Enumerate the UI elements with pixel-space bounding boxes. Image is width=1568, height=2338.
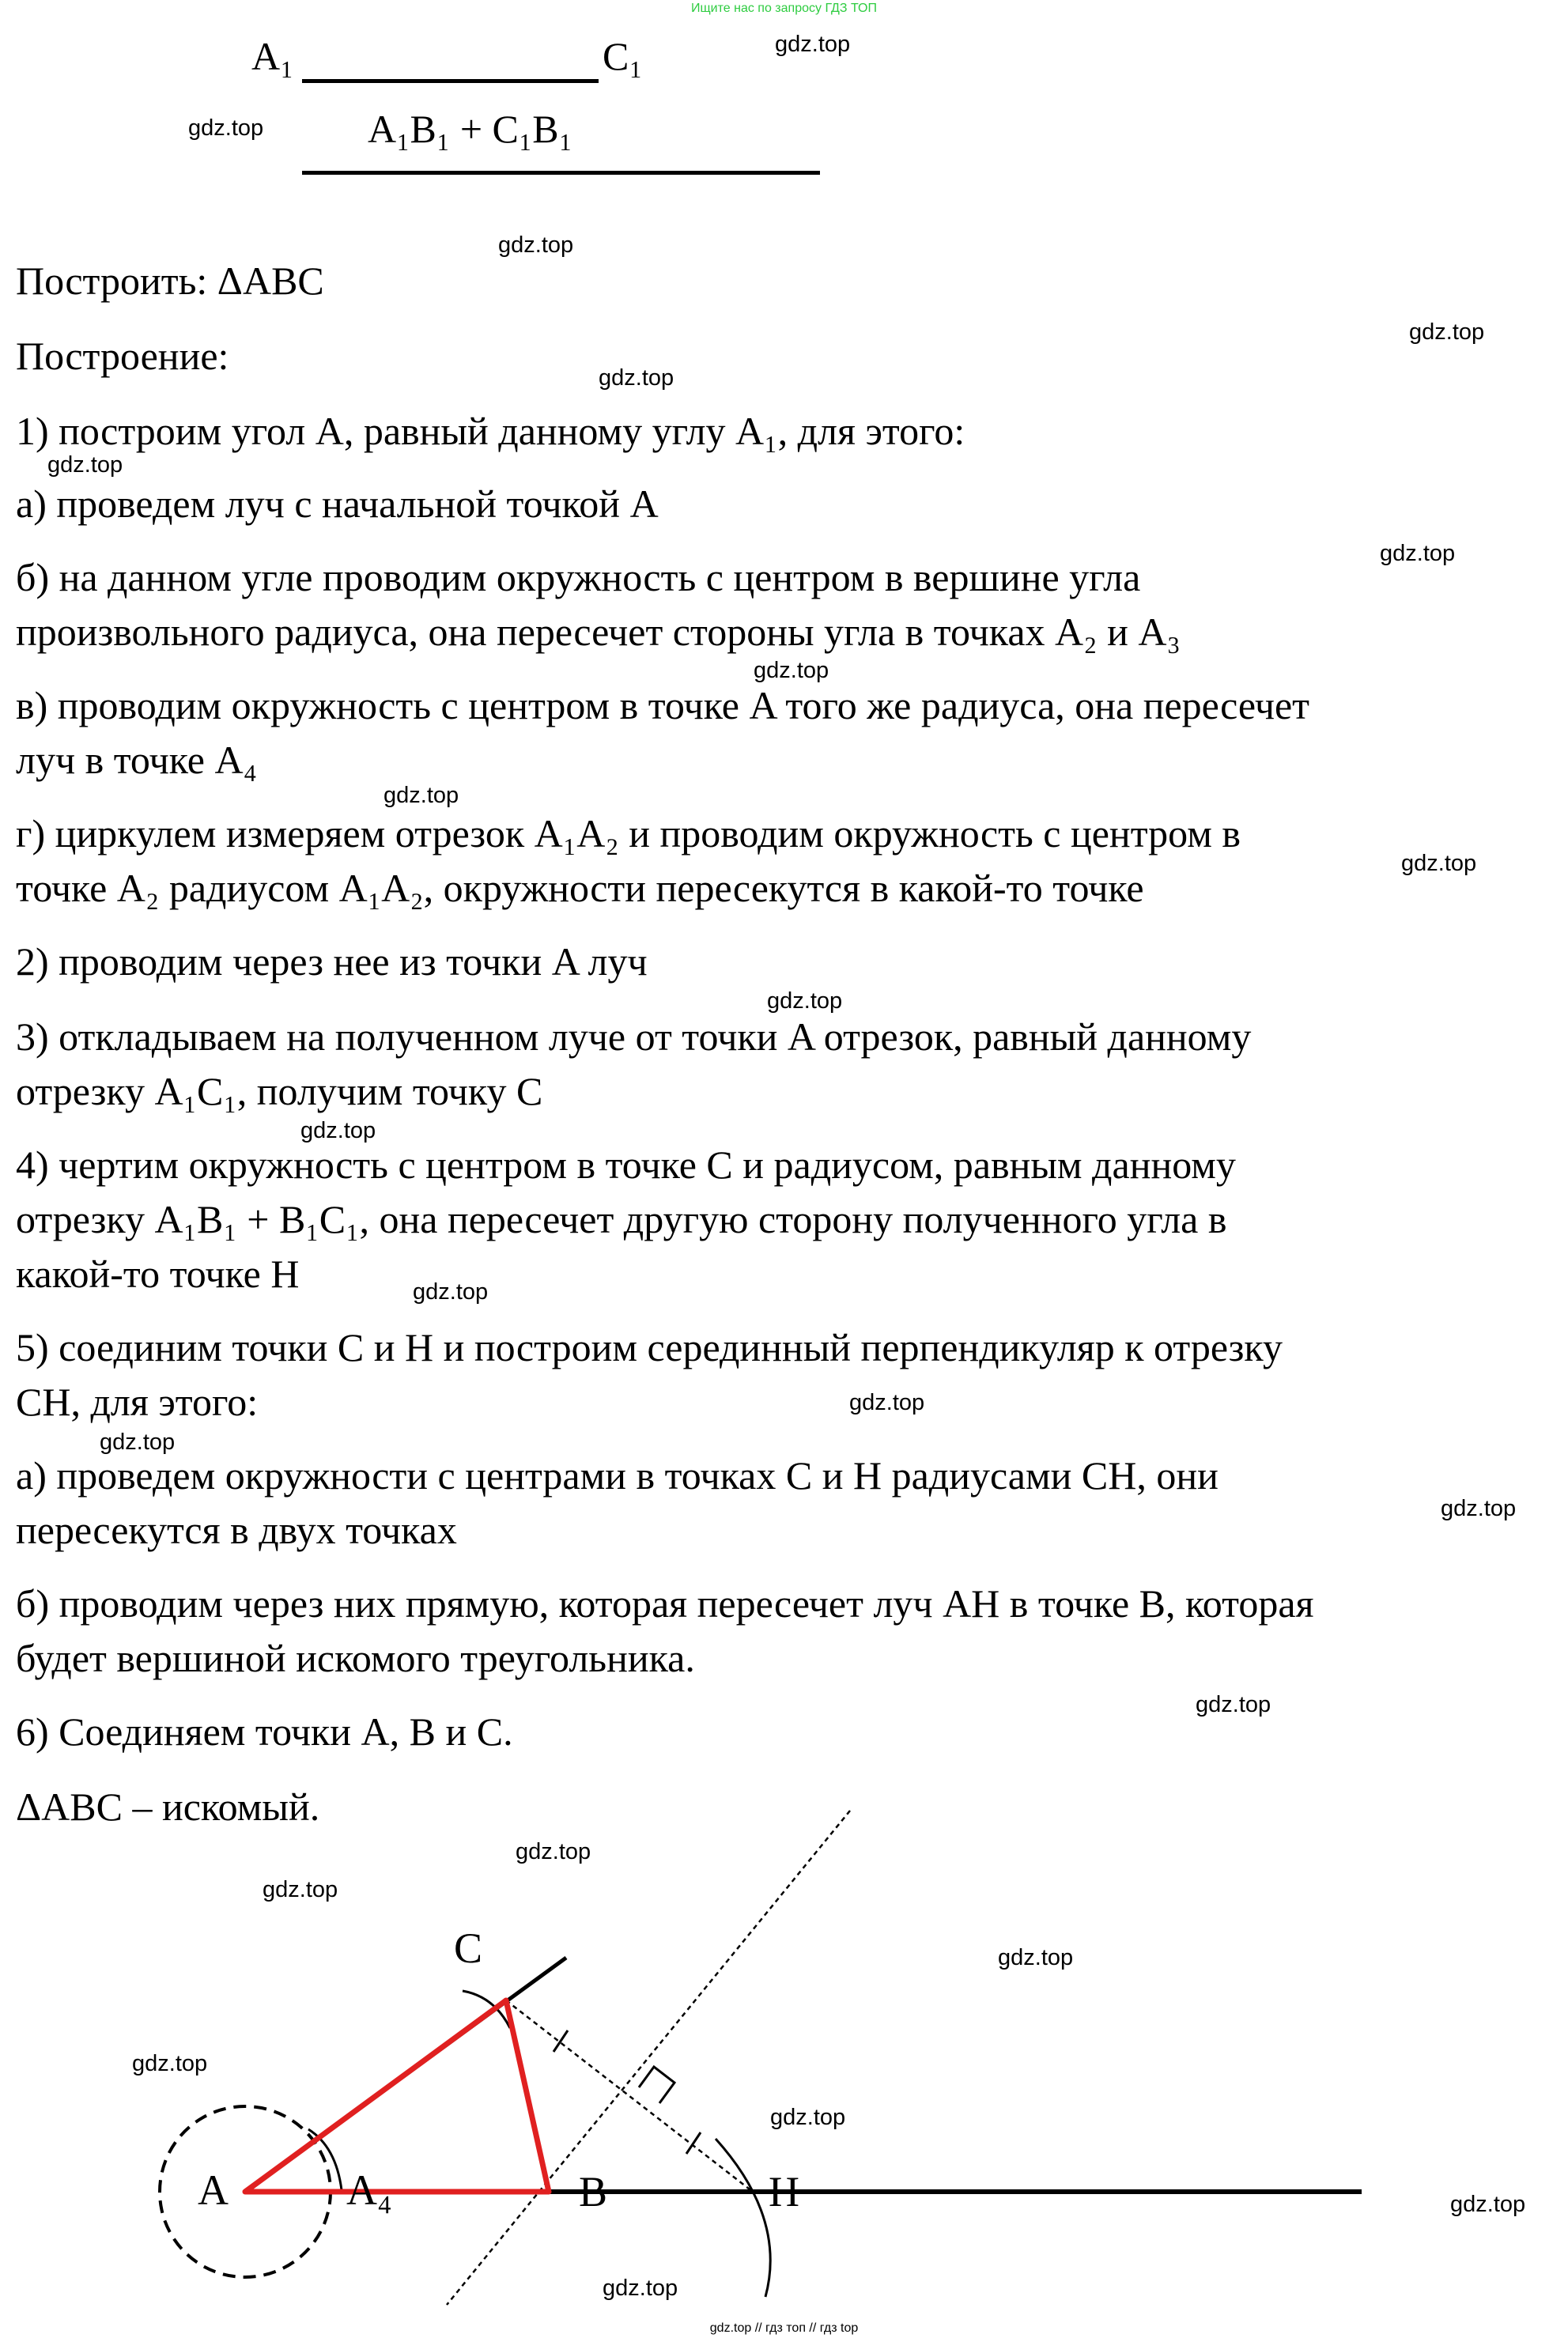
- watermark: gdz.top: [1409, 319, 1485, 345]
- text-line: б) на данном угле проводим окружность с центром в вершине угла: [16, 555, 1141, 599]
- watermark: gdz.top: [516, 1839, 591, 1864]
- right-angle-mark: [639, 2067, 674, 2103]
- watermark: gdz.top: [263, 1877, 338, 1902]
- watermark: gdz.top: [775, 32, 851, 57]
- text-line: 5) соединим точки C и H и построим серединный перпендикуляр к отрезку: [16, 1325, 1283, 1369]
- text-line: отрезку A₁C₁, получим точку C: [16, 1069, 543, 1113]
- watermark: gdz.top: [998, 1945, 1074, 1970]
- text-line: 6) Соединяем точки A, B и C.: [16, 1709, 513, 1754]
- watermark: gdz.top: [413, 1279, 489, 1305]
- text-line: г) циркулем измеряем отрезок A₁A₂ и проводим окружность с центром в: [16, 811, 1241, 856]
- text-line: какой-то точке H: [16, 1252, 300, 1296]
- text-line: 2) проводим через нее из точки A луч: [16, 939, 648, 984]
- watermark: gdz.top: [599, 365, 674, 391]
- text-line: б) проводим через них прямую, которая пересечет луч AH в точке B, которая: [16, 1581, 1314, 1626]
- label-c: C: [454, 1924, 483, 1972]
- text-line: произвольного радиуса, она пересечет стороны угла в точках A₂ и A₃: [16, 610, 1181, 654]
- label-h: H: [769, 2168, 799, 2215]
- watermark: gdz.top: [300, 1118, 376, 1143]
- watermark: gdz.top: [100, 1430, 176, 1455]
- text-line: CH, для этого:: [16, 1380, 259, 1424]
- text-line: 3) откладываем на полученном луче от точки A отрезок, равный данному: [16, 1014, 1252, 1059]
- arc-through-h: [716, 2139, 770, 2297]
- watermark: gdz.top: [1441, 1496, 1517, 1521]
- text-line: луч в точке A₄: [16, 738, 258, 782]
- text-line: Построение:: [16, 334, 229, 378]
- text-line: точке A₂ радиусом A₁A₂, окружности пересекутся в какой-то точке: [16, 866, 1144, 910]
- text-line: в) проводим окружность с центром в точке A того же радиуса, она пересечет: [16, 683, 1310, 727]
- watermark: gdz.top: [1380, 541, 1456, 566]
- perpendicular-bisector: [447, 1811, 850, 2305]
- watermark: gdz.top: [770, 2105, 846, 2130]
- text-line: будет вершиной искомого треугольника.: [16, 1636, 695, 1680]
- watermark: gdz.top: [1196, 1692, 1271, 1717]
- text-line: Построить: ΔABC: [16, 259, 324, 303]
- label-b: B: [579, 2168, 608, 2215]
- text-line: ΔABC – искомый.: [16, 1785, 320, 1829]
- watermark: gdz.top: [767, 988, 843, 1014]
- top-note: Ищите нас по запросу ГДЗ ТОП: [691, 2, 877, 15]
- given-segment-right-label: C₁: [603, 34, 643, 78]
- text-line: а) проведем окружности с центрами в точках C и H радиусами CH, они: [16, 1453, 1219, 1498]
- given-sum-label: A₁B₁ + C₁B₁: [368, 107, 573, 151]
- watermark: gdz.top: [383, 783, 459, 808]
- text-line: пересекутся в двух точках: [16, 1508, 457, 1552]
- text-line: а) проведем луч с начальной точкой A: [16, 482, 659, 526]
- label-a: A: [198, 2166, 229, 2214]
- text-line: отрезку A₁B₁ + B₁C₁, она пересечет другую сторону полученного угла в: [16, 1197, 1227, 1241]
- given-segment-left-label: A₁: [251, 34, 294, 78]
- watermark: gdz.top: [1450, 2192, 1526, 2217]
- label-a4: A₄: [346, 2166, 392, 2214]
- tick-mark: [554, 2030, 568, 2052]
- watermark: gdz.top: [754, 658, 829, 683]
- text-line: 1) построим угол A, равный данному углу A₁, для этого:: [16, 409, 965, 453]
- watermark: gdz.top: [603, 2276, 678, 2301]
- watermark: gdz.top: [132, 2051, 208, 2076]
- watermark: gdz.top: [188, 115, 264, 141]
- triangle-abc: [245, 2000, 549, 2192]
- watermark: gdz.top: [849, 1390, 925, 1415]
- bottom-note: gdz.top // гдз топ // гдз top: [709, 2321, 859, 2335]
- arc-mark-c: [463, 1991, 510, 2028]
- watermark: gdz.top: [47, 452, 123, 478]
- watermark: gdz.top: [498, 232, 574, 258]
- watermark: gdz.top: [1401, 851, 1477, 876]
- text-line: 4) чертим окружность с центром в точке C и радиусом, равным данному: [16, 1143, 1236, 1187]
